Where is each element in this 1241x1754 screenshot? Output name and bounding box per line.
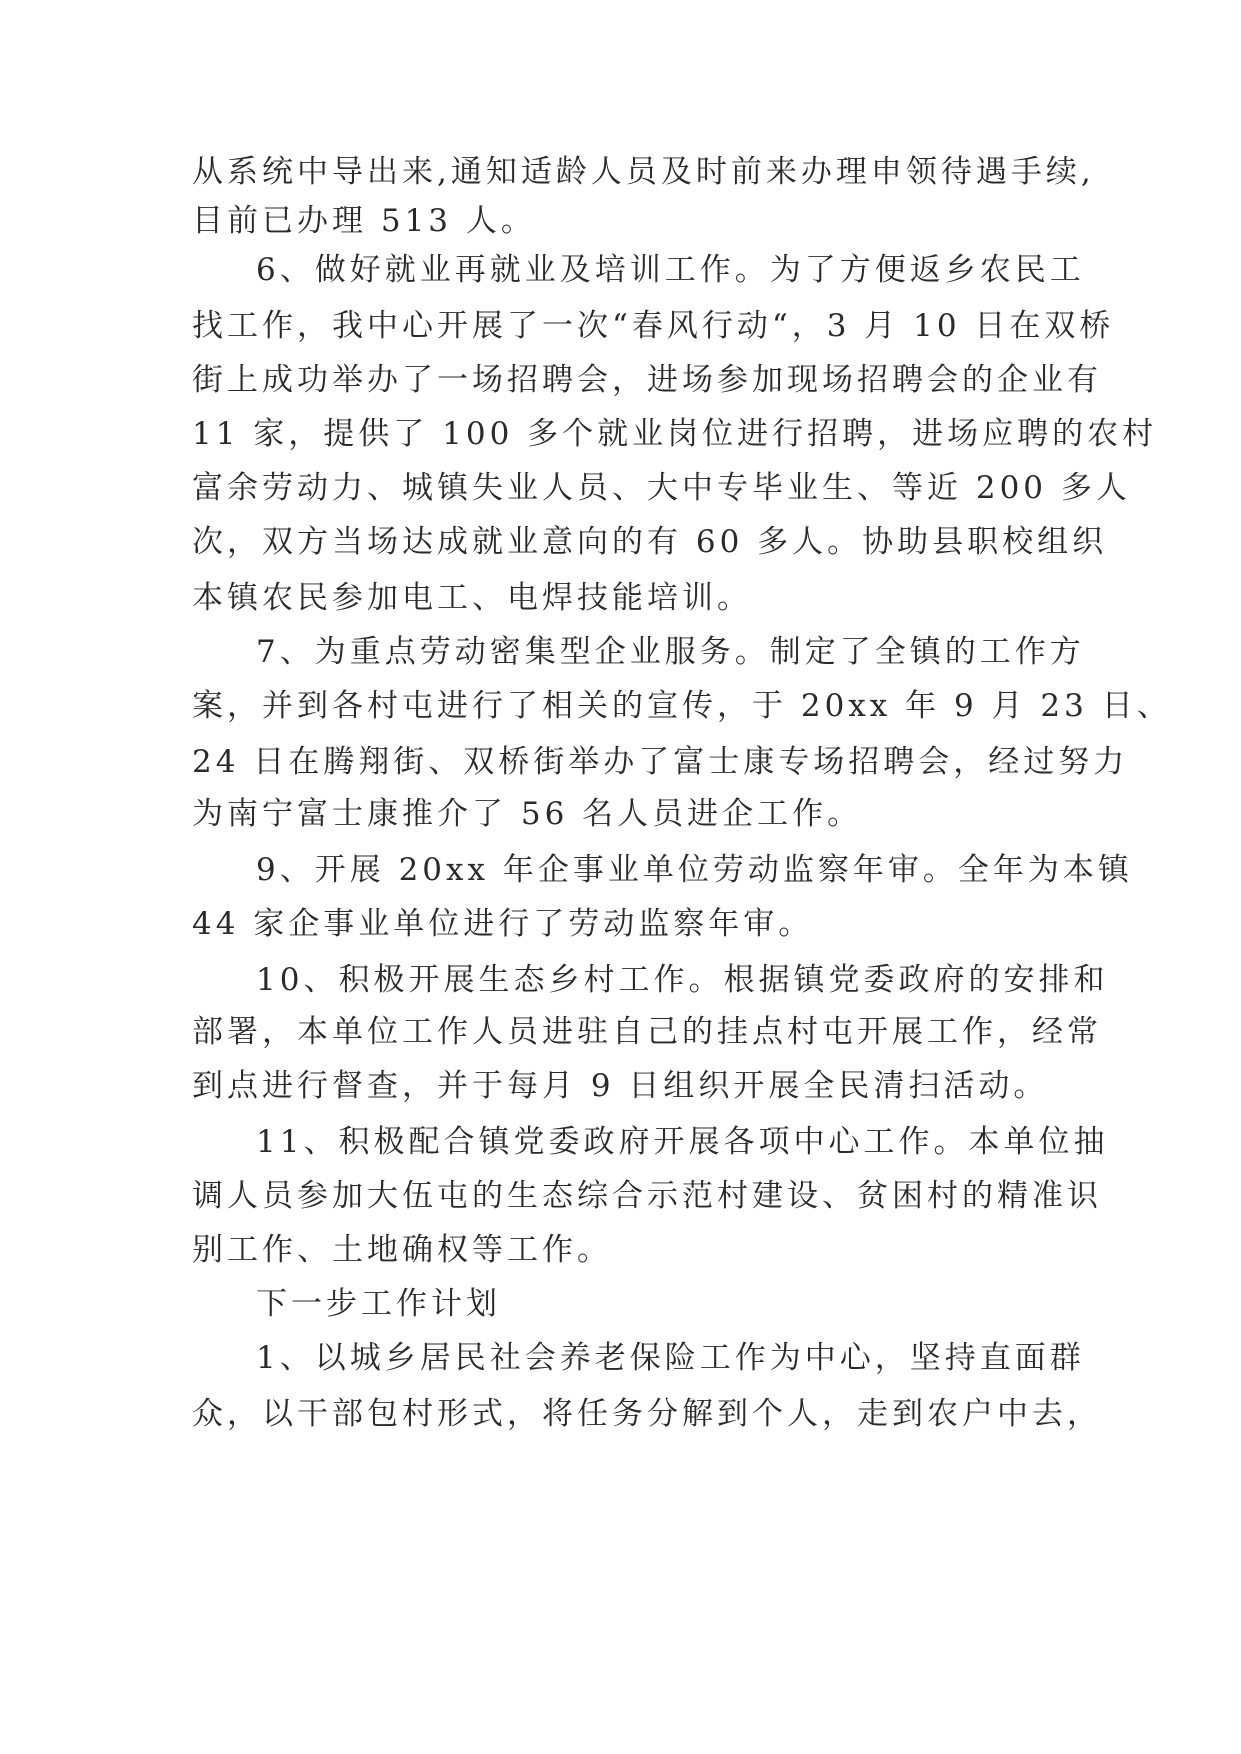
text-line: 案，并到各村屯进行了相关的宣传，于 20xx 年 9 月 23 日、 bbox=[192, 688, 1172, 724]
text-line: 44 家企事业单位进行了劳动监察年审。 bbox=[192, 906, 814, 942]
text-line: 24 日在腾翔街、双桥街举办了富士康专场招聘会，经过努力 bbox=[192, 744, 1129, 780]
text-line: 到点进行督查，并于每月 9 日组织开展全民清扫活动。 bbox=[192, 1068, 1049, 1104]
text-line: 部署，本单位工作人员进驻自己的挂点村屯开展工作，经常 bbox=[192, 1014, 1102, 1050]
text-line: 目前已办理 513 人。 bbox=[192, 203, 536, 239]
paragraph-9-start: 9、开展 20xx 年企事业单位劳动监察年审。全年为本镇 bbox=[256, 852, 1133, 888]
text-line: 11 家，提供了 100 多个就业岗位进行招聘，进场应聘的农村 bbox=[192, 416, 1158, 452]
text-line: 众，以干部包村形式，将任务分解到个人，走到农户中去， bbox=[192, 1396, 1102, 1432]
text-line: 本镇农民参加电工、电焊技能培训。 bbox=[192, 580, 752, 616]
text-line: 富余劳动力、城镇失业人员、大中专毕业生、等近 200 多人 bbox=[192, 470, 1131, 506]
text-line: 次，双方当场达成就业意向的有 60 多人。协助县职校组织 bbox=[192, 524, 1108, 560]
section-heading-next-plan: 下一步工作计划 bbox=[256, 1286, 501, 1322]
paragraph-11-start: 11、积极配合镇党委政府开展各项中心工作。本单位抽 bbox=[256, 1124, 1109, 1160]
paragraph-6-start: 6、做好就业再就业及培训工作。为了方便返乡农民工 bbox=[256, 252, 1085, 288]
text-line: 从系统中导出来,通知适龄人员及时前来办理申领待遇手续, bbox=[192, 154, 1095, 190]
text-line: 调人员参加大伍屯的生态综合示范村建设、贫困村的精准识 bbox=[192, 1178, 1102, 1214]
text-line: 为南宁富士康推介了 56 名人员进企工作。 bbox=[192, 796, 863, 832]
text-line: 街上成功举办了一场招聘会，进场参加现场招聘会的企业有 bbox=[192, 362, 1102, 398]
text-line: 找工作，我中心开展了一次“春风行动“，3 月 10 日在双桥 bbox=[192, 308, 1115, 344]
paragraph-7-start: 7、为重点劳动密集型企业服务。制定了全镇的工作方 bbox=[256, 634, 1085, 670]
text-line: 别工作、土地确权等工作。 bbox=[192, 1232, 612, 1268]
plan-item-1-start: 1、以城乡居民社会养老保险工作为中心，坚持直面群 bbox=[256, 1340, 1085, 1376]
paragraph-10-start: 10、积极开展生态乡村工作。根据镇党委政府的安排和 bbox=[256, 962, 1109, 998]
